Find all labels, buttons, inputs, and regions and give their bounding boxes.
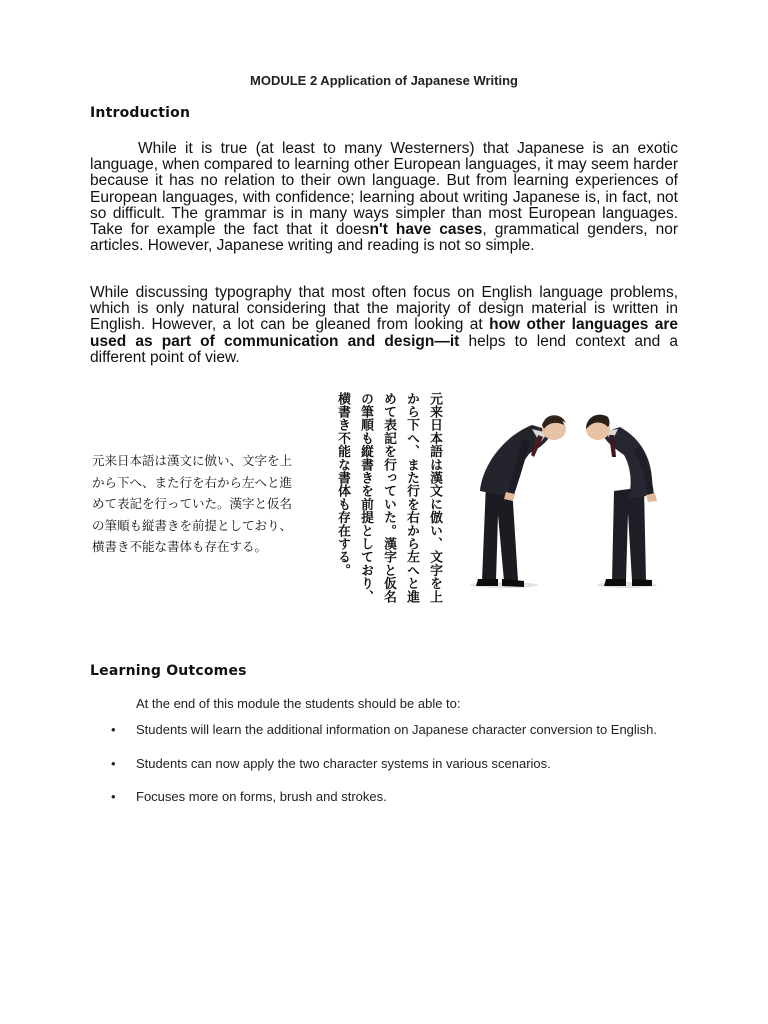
list-item-text: Focuses more on forms, brush and strokes. [136,789,387,804]
jp-vertical-line: から下へ、また行を右から左へと進 [404,392,419,604]
bowing-people-image [452,395,692,595]
list-item [106,789,686,805]
paragraph-2-bold: how other languages are used as part of communication and design—it [90,316,678,350]
paragraph-2-text-a: While discussing typography that most often focus on English language problems, which is only natural considering that the majority of design material is written in English. However, a lot can be gleaned from looking at [90,284,678,334]
paragraph-1-text-b: , grammatical genders, nor articles. However, Japanese writing and reading is not so simple. [90,221,679,255]
paragraph-2-text-b: helps to lend context and a different point of view. [90,332,678,366]
introduction-heading: Introduction [90,105,191,121]
introduction-paragraph-1 [90,141,678,254]
list-item [106,756,686,772]
bullet-icon: • [111,722,116,737]
jp-vertical-line: 横書き不能な書体も存在する。 [335,392,350,577]
jp-vertical-line: の筆順も縦書きを前提としており、 [358,392,373,604]
list-item [106,722,686,738]
jp-vertical-line: めて表記を行っていた。漢字と仮名 [381,392,396,604]
japanese-vertical-text [335,392,446,607]
learning-outcomes-list [106,722,686,805]
introduction-paragraph-2 [90,285,678,366]
list-item-text: Students can now apply the two character systems in various scenarios. [136,755,551,771]
list-item-text: Students will learn the additional information on Japanese character conversion to English. [136,722,658,737]
jp-horizontal-line: 横書き不能な書体も存在する。 [92,539,268,554]
learning-outcomes-intro: At the end of this module the students should be able to: [136,696,461,711]
bullet-icon: • [111,755,116,771]
jp-horizontal-line: めて表記を行っていた。漢字と仮名 [92,496,293,511]
learning-outcomes-heading: Learning Outcomes [90,663,247,679]
japanese-horizontal-text [92,450,332,558]
paragraph-1-bold: n't have cases [369,221,483,239]
jp-vertical-line: 元来日本語は漢文に倣い、文字を上 [427,392,442,604]
bullet-icon: • [111,789,116,804]
jp-horizontal-line: 元来日本語は漢文に倣い、文字を上 [92,453,293,468]
jp-horizontal-line: から下へ、また行を右から左へと進 [92,474,293,490]
jp-horizontal-line: の筆順も縦書きを前提としており、 [92,517,293,533]
page-title: MODULE 2 Application of Japanese Writing [250,73,518,88]
paragraph-1-text-a: While it is true (at least to many Westerners) that Japanese is an exotic language, when compared to learning other European languages, it may seem harder because it has no relation to their own language. But from learning experiences of European languages, with confidence; learning about writing Japanese is, in fact, not so difficult. The grammar is in many ways simpler than most European languages. Take for example the fact that it does [90,140,678,239]
